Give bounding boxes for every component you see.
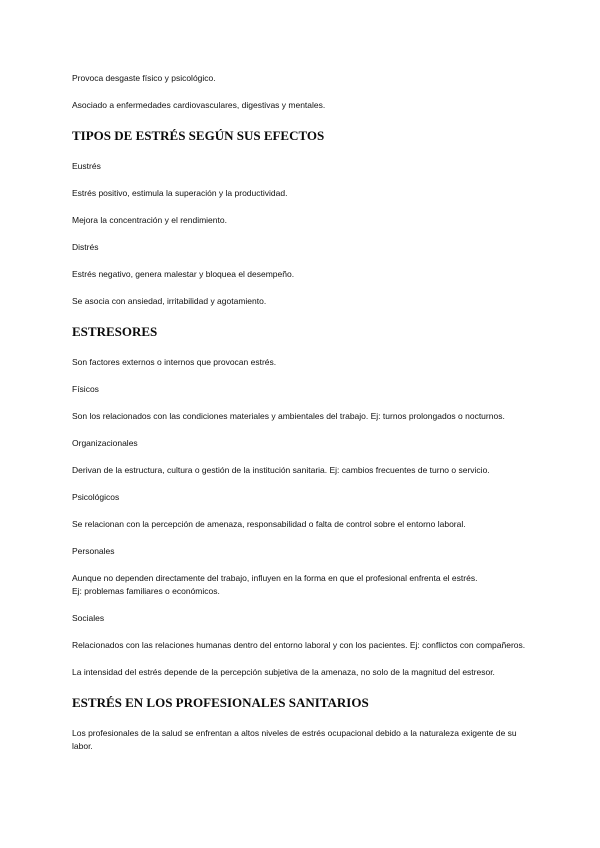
paragraph: Aunque no dependen directamente del trabajo, influyen en la forma en que el profesional enfrenta el estrés.	[72, 573, 478, 583]
paragraph: Son factores externos o internos que provocan estrés.	[72, 357, 277, 367]
paragraph: La intensidad del estrés depende de la percepción subjetiva de la amenaza, no solo de la magnitud del estresor.	[72, 667, 495, 677]
paragraph: Ej: problemas familiares o económicos.	[72, 586, 220, 596]
paragraph: Se relacionan con la percepción de amenaza, responsabilidad o falta de control sobre el entorno laboral.	[72, 519, 466, 529]
text-line: Provoca desgaste físico y psicológico.	[72, 73, 216, 83]
paragraph: Mejora la concentración y el rendimiento.	[72, 215, 227, 225]
section-heading-tipos: TIPOS DE ESTRÉS SEGÚN SUS EFECTOS	[72, 128, 325, 143]
paragraph: Derivan de la estructura, cultura o gestión de la institución sanitaria. Ej: cambios frecuentes de turno o servicio.	[72, 465, 490, 475]
paragraph: Estrés negativo, genera malestar y bloquea el desempeño.	[72, 269, 295, 279]
text-line: Asociado a enfermedades cardiovasculares, digestivas y mentales.	[72, 100, 326, 110]
paragraph: Los profesionales de la salud se enfrentan a altos niveles de estrés ocupacional debido a la naturaleza exigente de su labor.	[72, 728, 517, 751]
paragraph: Relacionados con las relaciones humanas dentro del entorno laboral y con los pacientes. Ej: conflictos con compañeros.	[72, 640, 526, 650]
section-heading-estresores: ESTRESORES	[72, 324, 158, 339]
subheading-fisicos: Físicos	[72, 384, 99, 394]
paragraph: Estrés positivo, estimula la superación y la productividad.	[72, 188, 288, 198]
paragraph: Se asocia con ansiedad, irritabilidad y agotamiento.	[72, 296, 267, 306]
subheading-distres: Distrés	[72, 242, 99, 252]
document-content	[72, 72, 532, 753]
subheading-eustres: Eustrés	[72, 161, 101, 171]
paragraph: Son los relacionados con las condiciones materiales y ambientales del trabajo. Ej: turnos prolongados o nocturnos.	[72, 411, 505, 421]
subheading-personales: Personales	[72, 546, 115, 556]
subheading-sociales: Sociales	[72, 613, 105, 623]
subheading-organizacionales: Organizacionales	[72, 438, 138, 448]
section-heading-profesionales: ESTRÉS EN LOS PROFESIONALES SANITARIOS	[72, 695, 369, 710]
subheading-psicologicos: Psicológicos	[72, 492, 120, 502]
